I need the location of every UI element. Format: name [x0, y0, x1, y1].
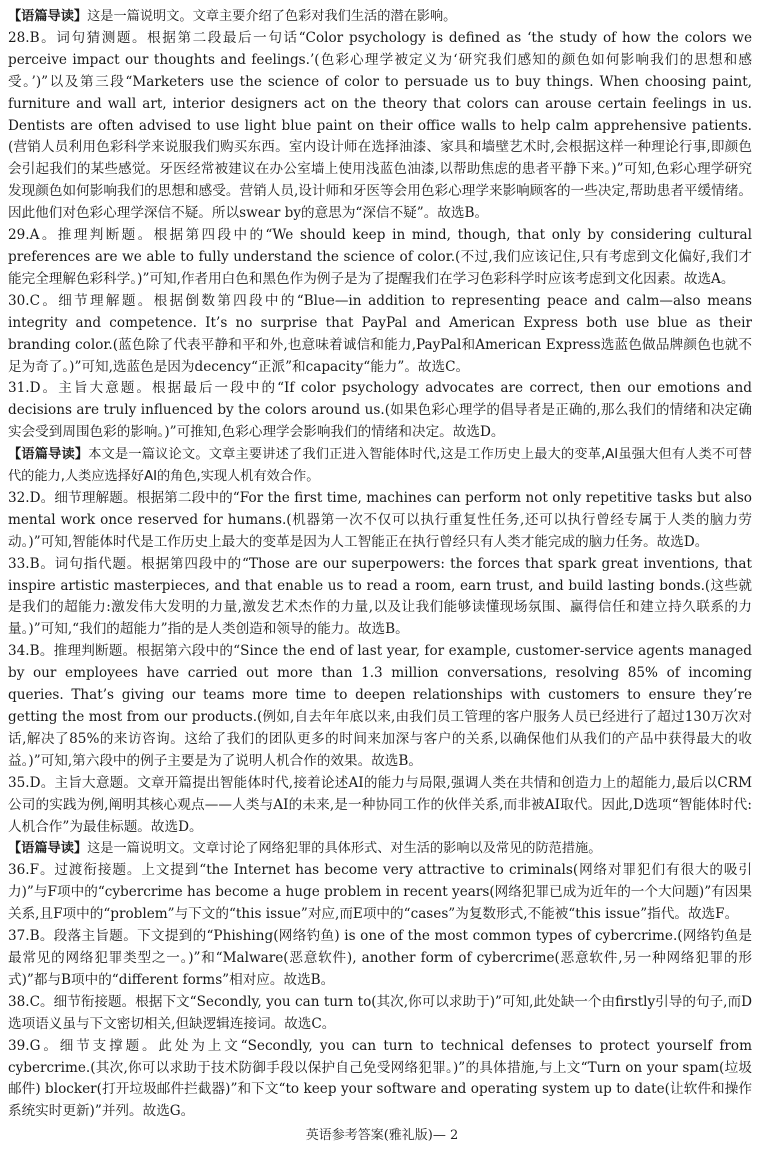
page-footer: 英语参考答案(雅礼版)— 2 [305, 1128, 459, 1143]
answer-page [8, 6, 752, 1123]
reading-guide-1 [8, 6, 752, 28]
guide-tag: 【语篇导读】 [8, 841, 88, 857]
answer-31: 31.D。主旨大意题。根据最后一段中的“If color psychology advocates are correct, then our emotions and decisions are truly influenced by the colors around us.(如果色彩心理学的倡导者是正确的,那么我们的情绪和决定确实会受到周围色彩的影响。)”可推知,色彩心理学会影响我们的情绪和决定。故选D。 [8, 380, 752, 441]
reading-guide-2 [8, 444, 752, 488]
answer-37: 37.B。段落主旨题。下文提到的“Phishing(网络钓鱼) is one of the most common types of cybercrime.(网络钓鱼是最常见的网络犯罪类型之一。)”和“Malware(恶意软件), another form of cybercrime(恶意软件,另一种网络犯罪的形式)”都与B项中的“different forms”相对应。故选B。 [8, 928, 752, 988]
answer-35: 35.D。主旨大意题。文章开篇提出智能体时代,接着论述AI的能力与局限,强调人类在共情和创造力上的超能力,最后以CRM公司的实践为例,阐明其核心观点——人类与AI的未来,是一种协同工作的伙伴关系,而非被AI取代。因此,D选项“智能体时代:人机合作”为最佳标题。故选D。 [8, 774, 752, 835]
answer-29: 29.A。推理判断题。根据第四段中的“We should keep in mind, though, that only by considering cultural preferences are we able to fully understand the science of color.(不过,我们应该记住,只有考虑到文化偏好,我们才能完全理解色彩科学。)”可知,作者用白色和黑色作为例子是为了提醒我们在学习色彩科学时应该考虑到文化因素。故选A。 [8, 227, 752, 287]
answer-28: 28.B。词句猜测题。根据第二段最后一句话“Color psychology is defined as ‘the study of how the colors we perceive impact our thoughts and feelings.’(色彩心理学被定义为‘研究我们感知的颜色如何影响我们的思想和感受。’)”以及第三段“Marketers use the science of color to persuade us to buy things. When choosing paint, furniture and wall art, interior designers act on the theory that colors can arouse certain feelings in us. Dentists are often advised to use light blue paint on their office walls to help calm apprehensive patients.(营销人员利用色彩科学来说服我们购买东西。室内设计师在选择油漆、家具和墙壁艺术时,会根据这样一种理论行事,即颜色会引起我们的某些感觉。牙医经常被建议在办公室墙上使用浅蓝色油漆,以帮助焦虑的患者平静下来。)”可知,色彩心理学研究发现颜色如何影响我们的思想和感受。营销人员,设计师和牙医等会用色彩心理学来影响顾客的一些决定,帮助患者平缓情绪。因此他们对色彩心理学深信不疑。所以swear by的意思为“深信不疑”。故选B。 [8, 29, 752, 222]
answer-36: 36.F。过渡衔接题。上文提到“the Internet has become very attractive to criminals(网络对罪犯们有很大的吸引力)”与F项中的“cybercrime has become a huge problem in recent years(网络犯罪已成为近年的一个大问题)”有因果关系,且F项中的“problem”与下文的“this issue”对应,而E项中的“cases”为复数形式,不能被“this issue”指代。故选F。 [8, 862, 752, 923]
guide-text: 这是一篇说明文。文章主要介绍了色彩对我们生活的潜在影响。 [87, 9, 457, 24]
answer-33: 33.B。词句指代题。根据第四段中的“Those are our superpowers: the forces that spark great inventions, that inspire artistic masterpieces, and that enable us to read a room, earn trust, and build lasting bonds.(这些就是我们的超能力:激发伟大发明的力量,激发艺术杰作的力量,以及让我们能够读懂现场氛围、赢得信任和建立持久联系的力量。)”可知,“我们的超能力”指的是人类创造和领导的能力。故选B。 [8, 555, 752, 638]
reading-guide-3 [8, 838, 752, 860]
answer-38: 38.C。细节衔接题。根据下文“Secondly, you can turn to(其次,你可以求助于)”可知,此处缺一个由firstly引导的句子,而D选项语义虽与下文密切相关,但缺逻辑连接词。故选C。 [8, 993, 752, 1032]
guide-text: 本文是一篇议论文。文章主要讲述了我们正进入智能体时代,这是工作历史上最大的变革,AI虽强大但有人类不可替代的能力,人类应选择好AI的角色,实现人机有效合作。 [8, 447, 752, 485]
guide-tag: 【语篇导读】 [8, 9, 88, 24]
guide-tag: 【语篇导读】 [8, 447, 89, 463]
answer-39: 39.G。细节支撑题。此处为上文“Secondly, you can turn to technical defenses to protect yourself from cybercrime.(其次,你可以求助于技术防御手段以保护自己免受网络犯罪。)”的具体措施,与上文“Turn on your spam(垃圾邮件) blocker(打开垃圾邮件拦截器)”和下文“to keep your software and operating system up to date(让软件和操作系统实时更新)”并列。故选G。 [8, 1037, 752, 1120]
answer-32: 32.D。细节理解题。根据第二段中的“For the first time, machines can perform not only repetitive tasks but also mental work once reserved for humans.(机器第一次不仅可以执行重复性任务,还可以执行曾经专属于人类的脑力劳动。)”可知,智能体时代是工作历史上最大的变革是因为人工智能正在执行曾经只有人类才能完成的脑力任务。故选D。 [8, 489, 752, 550]
answer-34: 34.B。推理判断题。根据第六段中的“Since the end of last year, for example, customer-service agents managed by our employees have carried out more than 1.3 million conversations, resolving 85% of incoming queries. That’s giving our teams more time to deepen relationships with customers to ensure they’re getting the most from our products.(例如,自去年年底以来,由我们员工管理的客户服务人员已经进行了超过130万次对话,解决了85%的来访咨询。这给了我们的团队更多的时间来加深与客户的关系,以确保他们从我们的产品中获得最大的收益。)”可知,第六段中的例子主要是为了说明人机合作的效果。故选B。 [8, 643, 752, 769]
guide-text: 这是一篇说明文。文章讨论了网络犯罪的具体形式、对生活的影响以及常见的防范措施。 [87, 841, 602, 857]
answer-30: 30.C。细节理解题。根据倒数第四段中的“Blue—in addition to representing peace and calm—also means integrity and competence. It’s no surprise that PayPal and American Express both use blue as their branding color.(蓝色除了代表平静和平和外,也意味着诚信和能力,PayPal和American Express选蓝色做品牌颜色也就不足为奇了。)”可知,选蓝色是因为decency“正派”和capacity“能力”。故选C。 [8, 292, 752, 375]
